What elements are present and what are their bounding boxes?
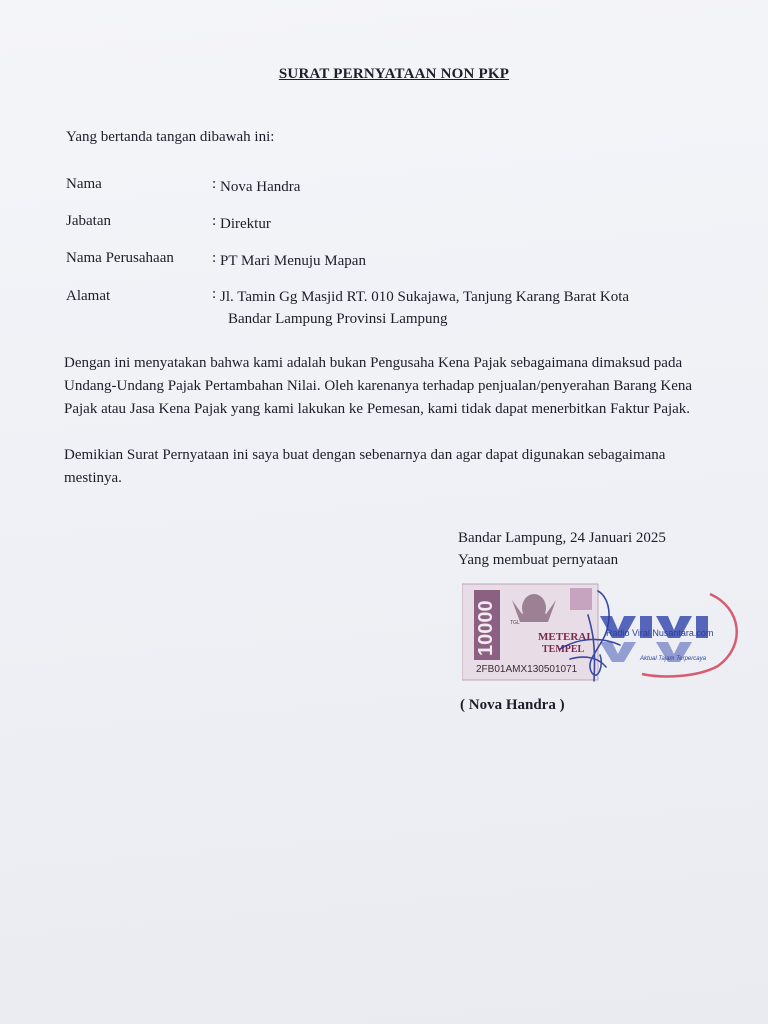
field-separator: :: [212, 213, 217, 229]
address-line-2: Bandar Lampung Provinsi Lampung: [228, 311, 448, 327]
statement-paragraph: Dengan ini menyatakan bahwa kami adalah bukan Pengusaha Kena Pajak sebagaimana dimaksud pada Undang-Undang Pajak Pertambahan Nilai. Oleh karenanya terhadap penjualan/penyerahan Barang Kena Pajak atau Jasa Kena Pajak yang kami lakukan ke Pemesan, kami tidak dapat menerbitkan Faktur Pajak.: [64, 355, 693, 417]
stamp-tgl: TGL: [510, 620, 520, 626]
field-separator: :: [212, 176, 217, 192]
field-label: Alamat: [66, 288, 111, 304]
field-label: Nama Perusahaan: [66, 250, 174, 266]
field-row-nama-perusahaan: [66, 250, 706, 272]
field-value: [220, 286, 706, 330]
closing-paragraph: Demikian Surat Pernyataan ini saya buat dengan sebenarnya dan agar dapat digunakan sebagaimana mestinya.: [64, 447, 666, 486]
field-row-nama: [66, 176, 706, 198]
intro-text: Yang bertanda tangan dibawah ini:: [66, 129, 275, 145]
signature-block: [458, 527, 666, 571]
signer-name: ( Nova Handra ): [460, 697, 565, 713]
stamp-serial: 2FB01AMX130501071: [476, 664, 578, 675]
stamp-label-1: METERAI: [538, 631, 591, 643]
field-separator: :: [212, 250, 217, 266]
stamp-value: 10000: [475, 600, 497, 656]
field-separator: :: [212, 286, 217, 302]
address-line-1: Jl. Tamin Gg Masjid RT. 010 Sukajawa, Tanjung Karang Barat Kota: [220, 289, 630, 305]
field-label: Nama: [66, 176, 102, 192]
stamp-label-2: TEMPEL: [542, 644, 585, 655]
field-row-jabatan: [66, 213, 706, 235]
seal-site-text: Radio Viral Nusantara.com: [606, 628, 714, 638]
document-title: SURAT PERNYATAAN NON PKP: [278, 66, 510, 82]
field-label: Jabatan: [66, 213, 111, 229]
field-value: Direktur: [220, 216, 271, 232]
field-row-alamat: [66, 286, 706, 330]
place-date: Bandar Lampung, 24 Januari 2025: [458, 530, 666, 546]
field-value: Nova Handra: [220, 179, 301, 195]
signer-role: Yang membuat pernyataan: [458, 552, 619, 568]
field-value: PT Mari Menuju Mapan: [220, 253, 366, 269]
seal-tagline: Aktual Tajam Terpercaya: [640, 656, 706, 662]
signature-icon: [540, 585, 630, 685]
